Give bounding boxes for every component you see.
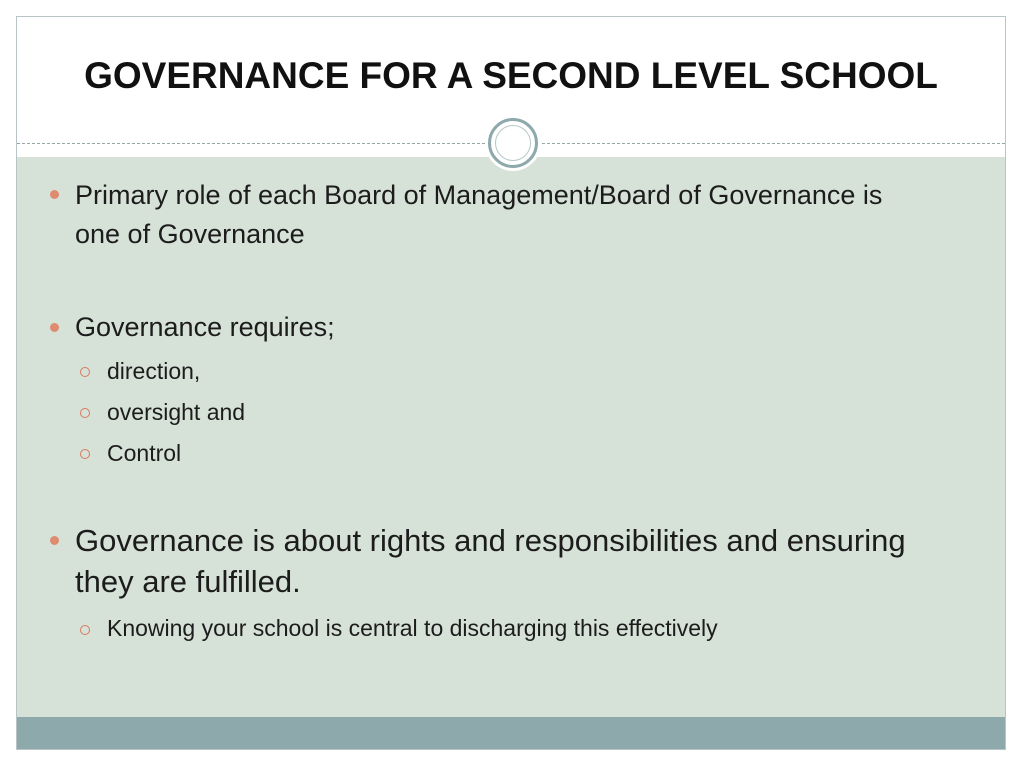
ornament-circle-icon [488, 118, 538, 168]
sub-bullet-text: Control [107, 440, 182, 466]
slide [16, 16, 1006, 750]
sub-bullet-text: direction, [107, 358, 201, 384]
bullet-ring-icon [80, 625, 90, 635]
footer-bar [17, 717, 1005, 750]
bullet-ring-icon [80, 449, 90, 459]
sub-bullet-text: oversight and [107, 399, 246, 425]
bullet-dot-icon [50, 536, 59, 545]
bullet-dot-icon [50, 190, 59, 199]
bullet-ring-icon [80, 408, 90, 418]
bullet-dot-icon [50, 323, 59, 332]
bullet-text: Primary role of each Board of Management/Board of Governance is one of Governance [75, 180, 883, 249]
slide-title: GOVERNANCE FOR A SECOND LEVEL SCHOOL [84, 55, 938, 96]
bullet-text: Governance requires; [75, 312, 335, 342]
bullet-ring-icon [80, 367, 90, 377]
sub-bullet-text: Knowing your school is central to discharging this effectively [107, 615, 718, 641]
bullet-text: Governance is about rights and responsibilities and ensuring they are fulfilled. [75, 523, 906, 599]
